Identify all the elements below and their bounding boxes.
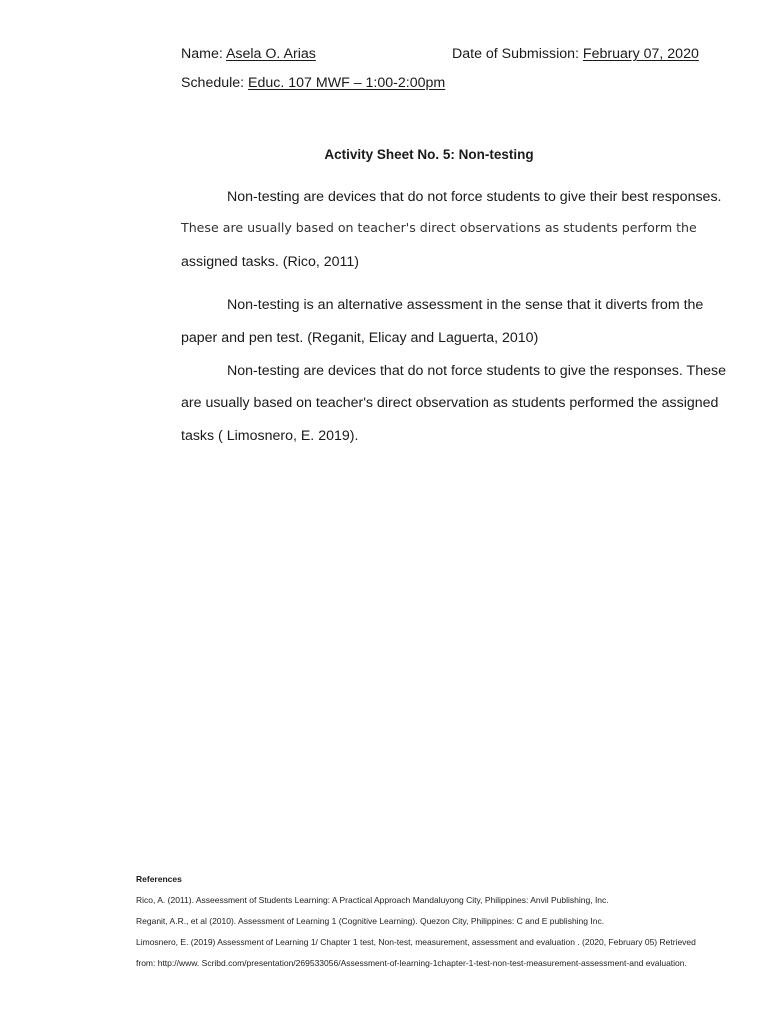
paragraph-3-line-3: tasks ( Limosnero, E. 2019). xyxy=(181,428,359,444)
paragraph-3-line-2: are usually based on teacher's direct observation as students performed the assigned xyxy=(181,395,719,411)
name-line xyxy=(181,47,316,61)
references-heading: References xyxy=(136,874,182,884)
activity-title: Activity Sheet No. 5: Non-testing xyxy=(324,147,534,162)
schedule-line xyxy=(181,76,445,90)
paragraph-1-line-3: assigned tasks. (Rico, 2011) xyxy=(181,254,359,270)
reference-item: from: http://www. Scribd.com/presentation/269533056/Assessment-of-learning-1chapter-1-test-non-test-measurement-assessment-and evaluation. xyxy=(136,958,687,968)
paragraph-1-line-2: These are usually based on teacher's direct observations as students perform the xyxy=(181,220,697,235)
reference-item: Limosnero, E. (2019) Assessment of Learning 1/ Chapter 1 test, Non-test, measurement, assessment and evaluation . (2020, February 05) Retrieved xyxy=(136,937,696,947)
reference-item: Reganit, A.R., et al (2010). Assessment of Learning 1 (Cognitive Learning). Quezon City, Philippines: C and E publishing Inc. xyxy=(136,916,605,926)
paragraph-2-line-2: paper and pen test. (Reganit, Elicay and Laguerta, 2010) xyxy=(181,330,539,346)
date-value: February 07, 2020 xyxy=(582,46,699,62)
date-label: Date of Submission: xyxy=(452,46,583,62)
paragraph-2-line-1: Non-testing is an alternative assessment in the sense that it diverts from the xyxy=(227,297,704,313)
name-value: Asela O. Arias xyxy=(225,46,316,62)
paragraph-1-line-1: Non-testing are devices that do not force students to give their best responses. xyxy=(227,189,722,205)
schedule-label: Schedule: xyxy=(181,75,249,91)
name-label: Name: xyxy=(181,46,226,62)
paragraph-3-line-1: Non-testing are devices that do not force students to give the responses. These xyxy=(227,363,726,379)
date-of-submission-line xyxy=(452,47,699,61)
schedule-value: Educ. 107 MWF – 1:00-2:00pm xyxy=(248,75,446,91)
reference-item: Rico, A. (2011). Asseessment of Students Learning: A Practical Approach Mandaluyong City, Philippines: Anvil Publishing, Inc. xyxy=(136,895,609,905)
